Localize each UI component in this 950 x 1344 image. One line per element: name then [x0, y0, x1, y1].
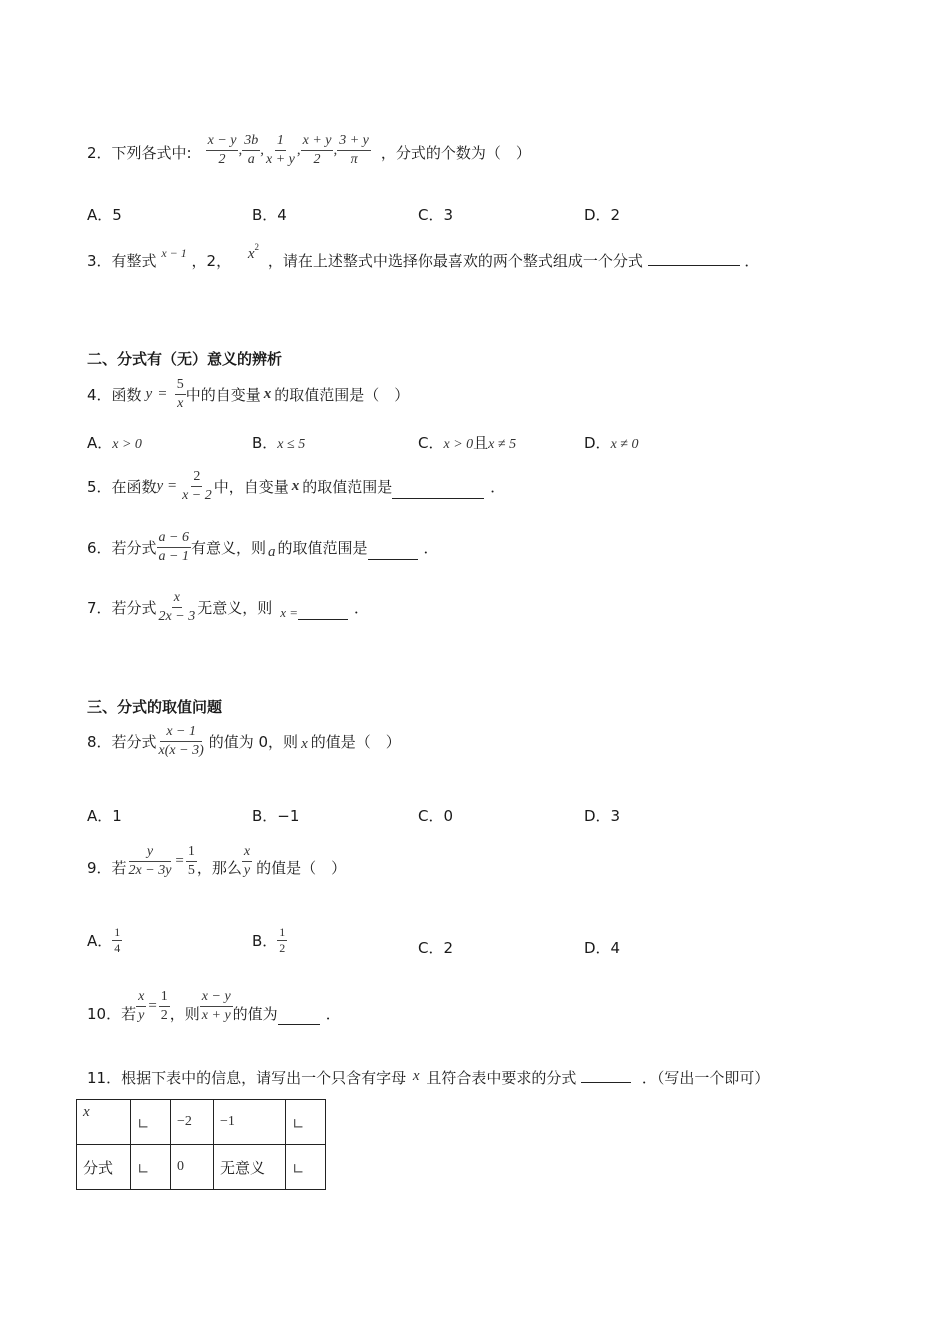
q8-mid: 的值为 0，则: [208, 732, 299, 751]
table-cell: ∟: [286, 1100, 326, 1145]
q9-mid: ，那么: [196, 858, 242, 877]
q4-stem: [87, 372, 409, 416]
q6-suffix: 的取值范围是: [277, 538, 368, 557]
q5-var: x: [291, 477, 300, 494]
q6-answer-blank[interactable]: [368, 545, 418, 560]
q3-end: ．: [744, 252, 760, 270]
q3-stem: [87, 242, 760, 271]
q11-var: x: [412, 1068, 420, 1084]
q9-stem: [87, 838, 346, 884]
q2-sep: ,: [260, 141, 264, 158]
q4-option-c[interactable]: C．x > 0且x ≠ 5: [418, 434, 517, 452]
q6-mid: 有意义，则: [191, 538, 267, 557]
q11-answer-blank[interactable]: [581, 1068, 631, 1083]
q4-option-a[interactable]: A．x > 0: [87, 434, 142, 452]
q6-end: ．: [423, 538, 439, 557]
q8-var: x: [301, 735, 308, 752]
q2-option-c[interactable]: C．3: [418, 206, 454, 224]
q10-mid: ，则: [169, 1004, 200, 1023]
table-cell: x: [77, 1100, 131, 1145]
q3-prefix: 3．有整式: [87, 252, 157, 270]
table-row: [77, 1100, 326, 1145]
table-cell: ∟: [286, 1145, 326, 1190]
q7-lhs: x =: [280, 605, 299, 620]
q2-suffix: ，分式的个数为（ ）: [380, 143, 531, 162]
q10-end: ．: [325, 1004, 341, 1023]
q4-mid: 中的自变量: [185, 385, 261, 404]
q4-prefix: 4．函数: [87, 385, 142, 404]
q10-fraction-lhs: $\frac{x}{y}$: [138, 989, 145, 1023]
q2-sep: ,: [296, 141, 301, 158]
q4-option-d[interactable]: D．x ≠ 0: [584, 434, 639, 452]
q3-answer-blank[interactable]: [648, 251, 740, 266]
q9-equals: =: [175, 852, 184, 869]
q4-lhs: y: [145, 385, 153, 402]
q6-var: a: [268, 543, 276, 560]
q4-suffix: 的取值范围是（ ）: [274, 385, 410, 404]
q8-option-b[interactable]: B．−1: [252, 807, 300, 825]
q4-fraction: $\frac{5}{x}$: [176, 377, 184, 411]
q5-lhs: y =: [156, 477, 178, 494]
q9-fraction-lhs: $\frac{y}{2x - 3y}$: [128, 844, 172, 878]
q9-option-d[interactable]: D．4: [584, 939, 621, 957]
q10-fraction-rhs: $\frac{1}{2}$: [160, 989, 168, 1023]
q7-mid: 无意义，则: [197, 598, 273, 617]
q4-var: x: [263, 385, 272, 402]
q3-expr2: x: [247, 246, 255, 262]
q5-stem: [87, 463, 505, 509]
q11-stem: [87, 1067, 769, 1088]
section-2-title: 二、分式有（无）意义的辨析: [87, 350, 283, 368]
q11-suffix: 且符合表中要求的分式: [426, 1069, 577, 1087]
table-cell: 无意义: [214, 1145, 286, 1190]
q8-option-d[interactable]: D．3: [584, 807, 621, 825]
q8-fraction: $\frac{x - 1}{x(x - 3)}$: [158, 723, 204, 758]
q6-prefix: 6．若分式: [87, 538, 157, 557]
q2-fraction-1: $\frac{x - y}{2}$: [207, 133, 237, 167]
q8-option-c[interactable]: C．0: [418, 807, 454, 825]
q9-prefix: 9．若: [87, 858, 127, 877]
table-cell: −2: [171, 1100, 214, 1145]
q8-suffix: 的值是（ ）: [310, 732, 401, 751]
q9-option-b[interactable]: B． $\frac{1}{2}$: [252, 925, 286, 956]
table-cell: 分式: [77, 1145, 131, 1190]
q10-equals: =: [148, 997, 157, 1014]
q9-option-c[interactable]: C．2: [418, 939, 454, 957]
q10-stem: [87, 983, 341, 1029]
q10-fraction-target: $\frac{x - y}{x + y}$: [201, 989, 231, 1023]
q2-option-b[interactable]: B．4: [252, 206, 287, 224]
q8-option-a[interactable]: A．1: [87, 807, 122, 825]
q3-mid: ，2，: [191, 252, 232, 270]
q11-prefix: 11．根据下表中的信息，请写出一个只含有字母: [87, 1069, 407, 1087]
q2-option-a[interactable]: A．5: [87, 206, 122, 224]
q9-fraction-rhs: $\frac{1}{5}$: [187, 844, 195, 878]
q11-table: [76, 1099, 326, 1190]
q3-suffix: ，请在上述整式中选择你最喜欢的两个整式组成一个分式: [267, 252, 643, 270]
q2-sep: ,: [238, 141, 243, 158]
q10-suffix: 的值为: [232, 1004, 278, 1023]
q8-prefix: 8．若分式: [87, 732, 157, 751]
table-cell: ∟: [131, 1145, 171, 1190]
q5-answer-blank[interactable]: [392, 484, 484, 499]
q7-stem: [87, 584, 369, 630]
q5-fraction: $\frac{2}{x - 2}$: [182, 469, 212, 503]
q2-stem: [87, 120, 531, 180]
q4-equals: =: [158, 385, 167, 402]
table-row: [77, 1145, 326, 1190]
q9-option-a[interactable]: A． $\frac{1}{4}$: [87, 925, 121, 956]
table-cell: 0: [171, 1145, 214, 1190]
q5-prefix: 5．在函数: [87, 477, 157, 496]
q9-suffix: 的值是（ ）: [256, 858, 347, 877]
q5-mid: 中，自变量: [213, 477, 289, 496]
q7-prefix: 7．若分式: [87, 598, 157, 617]
section-3-title: 三、分式的取值问题: [87, 698, 223, 716]
q7-answer-blank[interactable]: [298, 605, 348, 620]
q9-fraction-xy: $\frac{x}{y}$: [243, 844, 251, 878]
table-cell: −1: [214, 1100, 286, 1145]
q2-prefix: 2．下列各式中:: [87, 143, 192, 162]
q2-fraction-5: $\frac{3 + y}{\pi}$: [339, 133, 369, 167]
q10-prefix: 10．若: [87, 1004, 137, 1023]
q3-exponent: 2: [254, 242, 260, 252]
q5-suffix: 的取值范围是: [302, 477, 393, 496]
q6-stem: [87, 524, 439, 570]
q4-option-b[interactable]: B．x ≤ 5: [252, 434, 306, 452]
q2-fraction-3: $\frac{1}{x + y}$: [265, 133, 295, 167]
q5-end: ．: [490, 477, 506, 496]
q7-end: ．: [354, 598, 370, 617]
table-cell: ∟: [131, 1100, 171, 1145]
q2-fraction-2: $\frac{3b}{a}$: [244, 133, 259, 167]
q2-sep: ,: [333, 141, 338, 158]
q6-fraction: $\frac{a - 6}{a - 1}$: [158, 530, 189, 564]
q11-end: ．（写出一个即可）: [641, 1069, 770, 1087]
q10-answer-blank[interactable]: [278, 1010, 320, 1025]
q8-stem: [87, 716, 401, 766]
q7-fraction: $\frac{x}{2x - 3}$: [158, 590, 196, 624]
q2-fraction-4: $\frac{x + y}{2}$: [302, 133, 332, 167]
q3-expr1: x − 1: [161, 246, 187, 260]
q2-option-d[interactable]: D．2: [584, 206, 621, 224]
